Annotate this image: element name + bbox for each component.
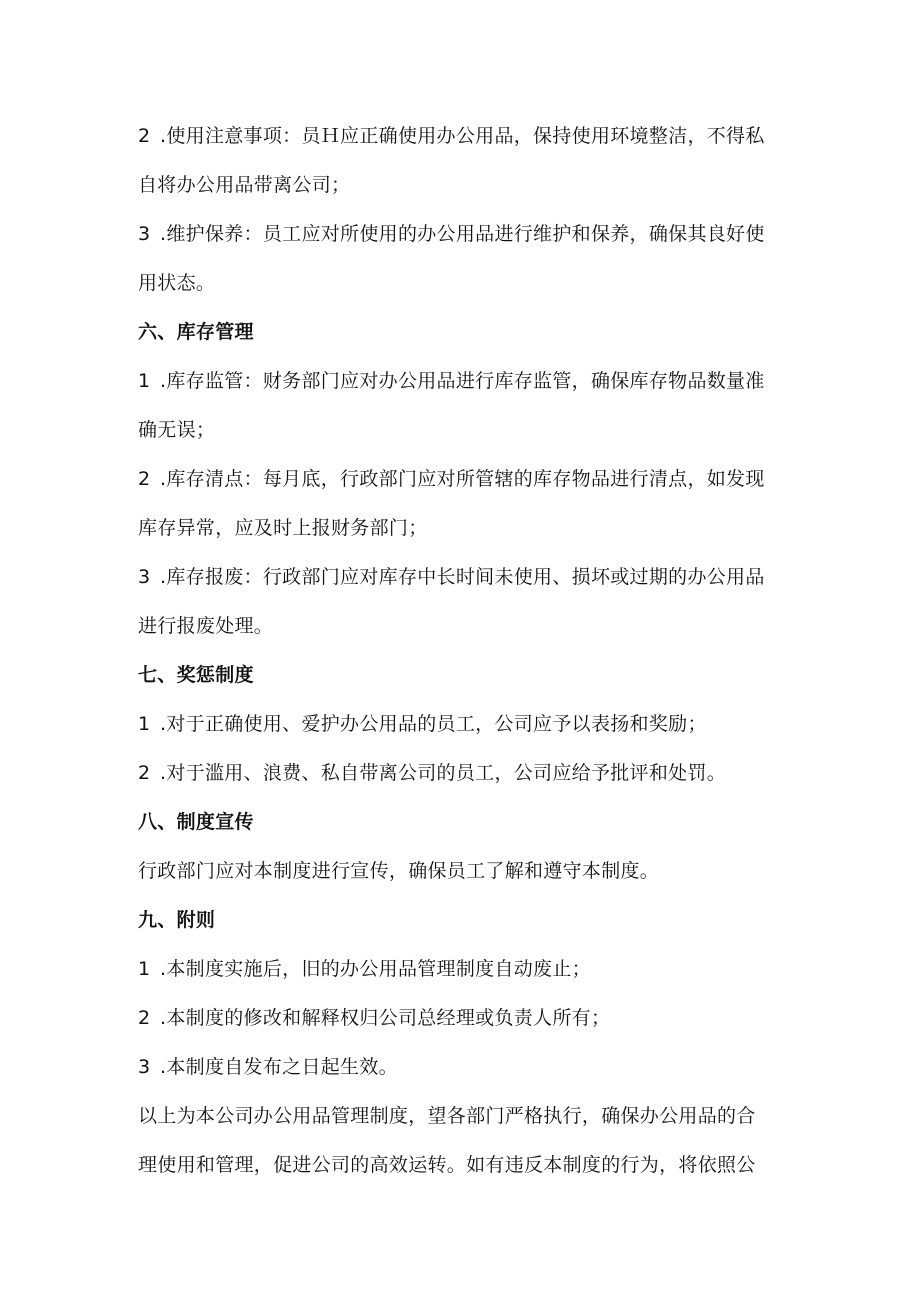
line-text: 行政部门应对本制度进行宣传，确保员工了解和遵守本制度。 <box>138 860 660 882</box>
section-heading-text: 九、附则 <box>138 909 216 931</box>
section-heading <box>138 651 798 700</box>
paragraph-line <box>138 602 798 651</box>
line-text: .本制度自发布之日起生效。 <box>160 1056 398 1078</box>
list-item <box>138 1043 798 1092</box>
section-heading-text: 七、奖惩制度 <box>138 664 254 686</box>
section-heading <box>138 896 798 945</box>
list-item-number: 2 <box>138 1007 151 1029</box>
paragraph-line <box>138 504 798 553</box>
list-item <box>138 749 798 798</box>
list-item-number: 1 <box>138 370 151 392</box>
line-text: 以上为本公司办公用品管理制度，望各部门严格执行，确保办公用品的合 <box>138 1105 756 1127</box>
line-text: 库存异常，应及时上报财务部门； <box>138 517 428 539</box>
line-text: .库存报废：行政部门应对库存中长时间未使用、损坏或过期的办公用品 <box>160 566 765 588</box>
line-text: .对于正确使用、爱护办公用品的员工，公司应予以表扬和奖励； <box>160 713 707 735</box>
line-text: .维护保养：员工应对所使用的办公用品进行维护和保养，确保其良好使 <box>160 223 765 245</box>
section-heading <box>138 798 798 847</box>
section-heading <box>138 308 798 357</box>
section-heading-text: 六、库存管理 <box>138 321 254 343</box>
list-item-number: 2 <box>138 468 151 490</box>
paragraph-line <box>138 1141 798 1190</box>
list-item <box>138 357 798 406</box>
line-text: .对于滥用、浪费、私自带离公司的员工，公司应给予批评和处罚。 <box>160 762 727 784</box>
paragraph-line <box>138 1092 798 1141</box>
line-text: 进行报废处理。 <box>138 615 274 637</box>
list-item <box>138 210 798 259</box>
line-text: 确无误； <box>138 419 216 441</box>
line-text: 理使用和管理，促进公司的高效运转。如有违反本制度的行为，将依照公 <box>138 1154 756 1176</box>
list-item-number: 2 <box>138 125 151 147</box>
paragraph-line <box>138 406 798 455</box>
line-text: .使用注意事项：员Ｈ应正确使用办公用品，保持使用环境整洁，不得私 <box>160 125 765 147</box>
list-item <box>138 112 798 161</box>
line-text: 自将办公用品带离公司； <box>138 174 351 196</box>
list-item <box>138 945 798 994</box>
line-text: .库存清点：每月底，行政部门应对所管辖的库存物品进行清点，如发现 <box>160 468 765 490</box>
list-item <box>138 700 798 749</box>
list-item-number: 2 <box>138 762 151 784</box>
list-item-number: 3 <box>138 1056 151 1078</box>
line-text: .本制度的修改和解释权归公司总经理或负责人所有； <box>160 1007 611 1029</box>
paragraph-line <box>138 161 798 210</box>
list-item-number: 3 <box>138 566 151 588</box>
list-item-number: 1 <box>138 958 151 980</box>
line-text: 用状态。 <box>138 272 216 294</box>
list-item-number: 3 <box>138 223 151 245</box>
document-body <box>138 112 798 1190</box>
line-text: .库存监管：财务部门应对办公用品进行库存监管，确保库存物品数量准 <box>160 370 765 392</box>
list-item <box>138 455 798 504</box>
paragraph-line <box>138 259 798 308</box>
section-heading-text: 八、制度宣传 <box>138 811 254 833</box>
paragraph-line <box>138 847 798 896</box>
list-item-number: 1 <box>138 713 151 735</box>
list-item <box>138 994 798 1043</box>
list-item <box>138 553 798 602</box>
line-text: .本制度实施后，旧的办公用品管理制度自动废止； <box>160 958 591 980</box>
